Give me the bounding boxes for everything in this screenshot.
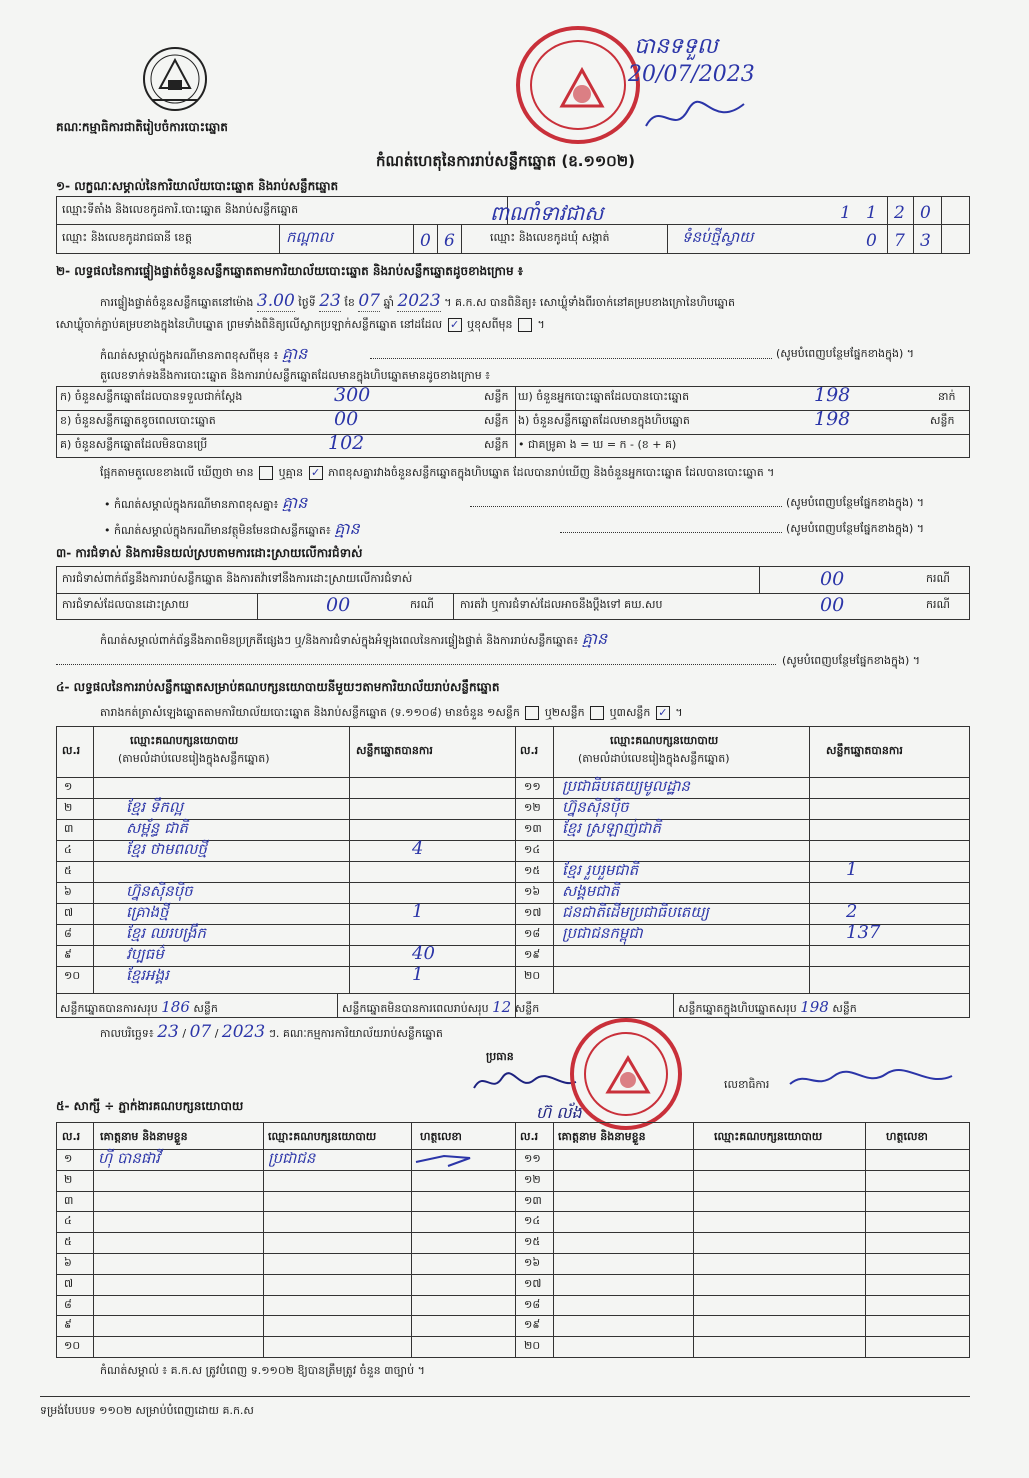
party-votes: 40: [412, 943, 435, 964]
fig-e-unit: សន្លឹក: [930, 414, 955, 427]
party-name: វប្បធម៌: [126, 945, 164, 963]
witness-number: ១: [64, 1152, 73, 1165]
fig-formula: • ជាគម្រូគា ង = ឃ = ក - (ខ + គ): [518, 438, 677, 451]
diff-has-checkbox[interactable]: [259, 466, 273, 480]
form-title: កំណត់ហេតុនៃការរាប់សន្លឹកឆ្នោត (ឧ.១១០២): [376, 152, 636, 170]
note3-row: [104, 518, 360, 542]
witness-number: ១៣: [524, 1194, 542, 1207]
stamp-emblem-icon-2: [602, 1050, 654, 1102]
party-name: សង្គមជាតិ: [562, 882, 620, 900]
valid-total-label: សន្លឹកឆ្នោតបានការសរុប: [60, 1002, 158, 1015]
objection-note-value: គ្មាន: [581, 629, 608, 648]
received-note: បានទទួល: [634, 34, 718, 59]
nec-emblem-icon: [138, 44, 212, 114]
fig-c-unit: សន្លឹក: [484, 438, 509, 451]
office-code-3: 2: [894, 203, 905, 223]
witness-row-line: [56, 1211, 970, 1212]
witness-row-line: [56, 1253, 970, 1254]
party-votes: 137: [846, 922, 881, 943]
results-col-votes-right: សន្លឹកឆ្នោតបានការ: [826, 744, 903, 757]
witness-col-name-left: គោត្តនាម និងនាមខ្លួន: [100, 1130, 188, 1143]
party-name: ខ្មែរ ទឹកល្អ: [126, 798, 184, 816]
office-code-4: 0: [920, 203, 931, 223]
check-year-label: ឆ្នាំ: [383, 296, 394, 309]
witness-col-name-right: គោត្តនាម និងនាមខ្លួន: [558, 1130, 646, 1143]
check-month: 07: [358, 291, 380, 311]
party-number: ២០: [524, 969, 541, 982]
fig-c-label: គ) ចំនួនសន្លឹកឆ្នោតដែលមិនបានប្រើ: [60, 438, 208, 451]
note3-dots: [560, 532, 782, 533]
witness-number: ៧: [64, 1277, 74, 1290]
witness-row-line: [56, 1232, 970, 1233]
note3-label: • កំណត់សម្គាល់ក្នុងករណីមានវត្ថុមិនមែនជាសន្លឹកឆ្នោត៖: [104, 524, 331, 537]
note3-value: គ្មាន: [334, 519, 360, 538]
fig-e-value: 198: [814, 408, 851, 430]
party-number: ៨: [64, 927, 72, 940]
office-value: ពាណាំទាវជាស: [490, 201, 604, 225]
witness-number: ១២: [524, 1173, 541, 1186]
party-name: សម្ព័ន្ធ ជាតិ: [126, 819, 188, 837]
results-col-party-sub-right: (តាមលំដាប់លេខរៀងក្នុងសន្លឹកឆ្នោត): [578, 752, 730, 765]
secretary-label: លេខាធិការ: [724, 1078, 770, 1091]
witness-col-party-left: ឈ្មោះគណបក្សនយោបាយ: [268, 1130, 377, 1143]
invalid-total-unit: សន្លឹក: [514, 1002, 540, 1015]
note3-hint: (សូមបំពេញបន្ថែមផ្នែកខាងក្នុង) ។: [786, 522, 925, 535]
party-number: ១៣: [524, 822, 542, 835]
note1-row: [100, 343, 307, 367]
witness-row-line: [56, 1295, 970, 1296]
sheet-count-text: តារាងកត់ត្រាសំឡេងឆ្នោតតាមការិយាល័យបោះឆ្នោត និងរាប់សន្លឹកឆ្នោត (ទ.១១០៨) មានចំនួន ១សន្លឹក: [100, 706, 520, 719]
commune-code-2: 7: [894, 231, 905, 251]
party-number: ៣: [64, 822, 74, 835]
sign-date-year: 2023: [221, 1022, 266, 1042]
party-number: ១៤: [524, 843, 541, 856]
fig-b-unit: សន្លឹក: [484, 414, 509, 427]
fig-a-value: 300: [334, 384, 371, 406]
witness-number: ១៤: [524, 1214, 541, 1227]
party-name: ខ្មែរអង្គរ: [126, 966, 169, 984]
witness-number: ១៩: [524, 1318, 541, 1331]
witness-number: ៩: [64, 1318, 72, 1331]
party-votes: 1: [412, 901, 424, 922]
witness-name: ហ៊ី បានផាវី: [98, 1149, 160, 1167]
note1-dots: [370, 358, 772, 359]
check-paragraph-line1: [100, 291, 735, 312]
section4-title: ៤- លទ្ធផលនៃការរាប់សន្លឹកឆ្នោតសម្រាប់គណបក្សនយោបាយនីមួយៗតាមការិយាល័យរាប់សន្លឹកឆ្នោត: [56, 680, 500, 694]
witness-col-party-right: ឈ្មោះគណបក្សនយោបាយ: [714, 1130, 823, 1143]
party-number: ១៩: [524, 948, 541, 961]
witness-number: ៨: [64, 1298, 72, 1311]
valid-total-row: [60, 998, 218, 1018]
party-number: ១១: [524, 780, 541, 793]
sheet-count-row: តារាងកត់ត្រាសំឡេងឆ្នោតតាមការិយាល័យបោះឆ្នោត និងរាប់សន្លឹកឆ្នោត (ទ.១១០៨) មានចំនួន ១សន្លឹក ឬ២សន្លឹក ឬ៣សន្លឹក ✓ ។: [100, 706, 683, 719]
party-number: ៦: [64, 885, 72, 898]
objection-r2b-unit: ករណី: [926, 598, 950, 611]
fig-e-label: ង) ចំនួនសន្លឹកឆ្នោតដែលមានក្នុងហិបឆ្នោត: [518, 414, 690, 427]
fig-d-value: 198: [814, 384, 851, 406]
results-col-no-left: ល.រ: [62, 744, 81, 757]
official-stamp-top: [516, 26, 640, 144]
party-name: ខ្មែរ ឈរបង្រឹក: [126, 924, 206, 942]
fig-a-label: ក) ចំនួនសន្លឹកឆ្នោតដែលបានទទួលជាក់ស្តែង: [60, 390, 243, 403]
party-number: ១៧: [524, 906, 542, 919]
witness-number: ១៧: [524, 1277, 542, 1290]
witness-row-line: [56, 1336, 970, 1337]
committee-label: ៗ. គណៈកម្មការការិយាល័យរាប់សន្លឹកឆ្នោត: [268, 1027, 443, 1040]
invalid-total-label: សន្លឹកឆ្នោតមិនបានការពេលរាប់សរុប: [342, 1002, 489, 1015]
sheet-1-checkbox[interactable]: [525, 706, 539, 720]
unchanged-checkbox[interactable]: ✓: [448, 318, 462, 332]
party-votes: 4: [412, 838, 424, 859]
witness-number: ៤: [64, 1214, 72, 1227]
check-month-label: ខែ: [344, 296, 355, 309]
objection-r2-value: 00: [326, 594, 351, 616]
note2-label: • កំណត់សម្គាល់ក្នុងករណីមានភាពខុសគ្នា៖: [104, 498, 279, 511]
sign-date-label: កាលបរិច្ឆេទ៖: [100, 1027, 154, 1040]
party-number: ៥: [64, 864, 72, 877]
objection-r2-unit: ករណី: [410, 598, 434, 611]
party-name: ហ្វ៊ុនស៊ិនប៉ិច: [562, 798, 629, 816]
note1-label: កំណត់សម្គាល់ក្នុងករណីមានភាពខុសពីមុន ៖: [100, 349, 279, 362]
diff-row: [100, 466, 774, 482]
diff-text: ភាពខុសគ្នារវាងចំនួនសន្លឹកឆ្នោតក្នុងហិបឆ្នោត ដែលបានរាប់ឃើញ និងចំនួនអ្នកបោះឆ្នោត ដែលបានបោះឆ្នោត ។: [328, 466, 775, 479]
office-code-1: 1: [840, 203, 851, 223]
changed-label: ឬខុសពីមុន: [467, 318, 513, 331]
commune-code-1: 0: [866, 231, 877, 251]
chair-signature: [470, 1068, 580, 1098]
invalid-total-row: [342, 998, 539, 1018]
witness-number: ១៨: [524, 1298, 541, 1311]
signature-top: [640, 96, 750, 138]
check-text: ។ គ.ក.ស បានពិនិត្យ៖ សោឃ្លុំទាំងពីរចាក់នៅគម្របខាងក្រោនៃហិបឆ្នោត: [444, 296, 736, 309]
check-day: 23: [319, 291, 341, 311]
diff-none-checkbox[interactable]: ✓: [309, 466, 323, 480]
commune-label: ឈ្មោះ និងលេខកូដឃុំ សង្កាត់: [490, 231, 610, 244]
witness-number: ៣: [64, 1194, 74, 1207]
witness-row-line: [56, 1274, 970, 1275]
footer-rule: [40, 1396, 970, 1397]
official-stamp-bottom: [570, 1018, 682, 1130]
fig-b-label: ខ) ចំនួនសន្លឹកឆ្នោតខូចពេលបោះឆ្នោត: [60, 414, 216, 427]
party-name: ប្រជាធិបតេយ្យមូលដ្ឋាន: [562, 777, 690, 795]
note2-hint: (សូមបំពេញបន្ថែមផ្នែកខាងក្នុង) ។: [786, 496, 925, 509]
witness-party: ប្រជាជន: [268, 1149, 316, 1167]
objection-r1-label: ការជំទាស់ពាក់ព័ន្ធនឹងការរាប់សន្លឹកឆ្នោត និងការតវ៉ាទៅនឹងការដោះស្រាយលើការជំទាស់: [62, 572, 413, 585]
diff-has-label: ផ្អែកតាមតួលេខខាងលើ ឃើញថា មាន: [100, 466, 254, 479]
witness-col-no-left: ល.រ: [62, 1130, 81, 1143]
fig-b-value: 00: [334, 408, 359, 430]
results-table: [56, 726, 970, 1018]
form-reference: ទម្រង់បែបបទ ១១០២ សម្រាប់បំពេញដោយ គ.ក.ស: [40, 1404, 254, 1417]
objection-note-row: [100, 628, 607, 652]
province-code-2: 6: [444, 231, 455, 251]
fig-a-unit: សន្លឹក: [484, 390, 509, 403]
party-votes: 2: [846, 901, 858, 922]
witness-number: ១១: [524, 1152, 541, 1165]
results-col-party-sub-left: (តាមលំដាប់លេខរៀងក្នុងសន្លឹកឆ្នោត): [118, 752, 270, 765]
party-name: ហ្វ៊ុនស៊ិនប៉ិច: [126, 882, 193, 900]
witness-col-sig-right: ហត្ថលេខា: [886, 1130, 928, 1143]
party-name: ខ្មែរ ថាមពលថ្មី: [126, 840, 207, 858]
figures-intro: តួលេខទាក់ទងនឹងការបោះឆ្នោត និងការរាប់សន្លឹកឆ្នោតដែលមានក្នុងហិបឆ្នោតមានដូចខាងក្រោម ៖: [100, 369, 491, 382]
note2-row: [104, 492, 307, 516]
footnote: កំណត់សម្គាល់ ៖ គ.ក.ស ត្រូវបំពេញ ទ.១១០២ ឱ្យបានត្រឹមត្រូវ ចំនួន ៣ច្បាប់ ។: [100, 1364, 425, 1377]
party-name: ខ្មែរ ស្រឡាញ់ជាតិ: [562, 819, 661, 837]
commune-value: ទំនប់ថ្មីស្វាយ: [682, 228, 754, 246]
check-day-label: ថ្ងៃទី: [298, 296, 316, 309]
fig-d-unit: នាក់: [938, 390, 956, 403]
fig-c-value: 102: [328, 432, 365, 454]
witness-number: ១៦: [524, 1256, 541, 1269]
sheet-2-label: ឬ២សន្លឹក: [544, 706, 585, 719]
note2-dots: [470, 506, 782, 507]
province-value: កណ្ដាល: [286, 228, 333, 246]
fig-d-label: ឃ) ចំនួនអ្នកបោះឆ្នោតដែលបានបោះឆ្នោត: [518, 390, 690, 403]
objection-r2b-label: ការតវ៉ា ឬការជំទាស់ដែលអាចនឹងប្តឹងទៅ គឃ.សប: [460, 598, 663, 611]
office-label: ឈ្មោះទីតាំង និងលេខកូដការិ.បោះឆ្នោត និងរាប់សន្លឹកឆ្នោត: [62, 203, 299, 216]
section2-title: ២- លទ្ធផលនៃការផ្ទៀងផ្ទាត់ចំនួនសន្លឹកឆ្នោតតាមការិយាល័យបោះឆ្នោត និងរាប់សន្លឹកឆ្នោតដូចខាងក្រោម ៖: [56, 264, 524, 278]
org-name: គណៈកម្មាធិការជាតិរៀបចំការបោះឆ្នោត: [56, 120, 228, 134]
party-number: ១: [64, 780, 73, 793]
note2-value: គ្មាន: [281, 493, 308, 512]
valid-total-value: 186: [161, 998, 190, 1016]
party-number: ៩: [64, 948, 72, 961]
box-total-row: [678, 998, 857, 1018]
witness-number: ២: [64, 1173, 73, 1186]
sign-date-day: 23: [157, 1022, 179, 1042]
witness-row-line: [56, 1170, 970, 1171]
sheet-3-checkbox[interactable]: ✓: [656, 706, 670, 720]
section3-title: ៣- ការជំទាស់ និងការមិនយល់ស្របតាមការដោះស្រាយលើការជំទាស់: [56, 546, 363, 560]
objection-note-label: កំណត់សម្គាល់ពាក់ព័ន្ធនឹងភាពមិនប្រក្រតីផ្សេងៗ ឬ/និងការជំទាស់ក្នុងអំឡុងពេលនៃការផ្ទៀងផ្ទាត់ និងការរាប់សន្លឹកឆ្នោត៖: [100, 634, 579, 647]
results-col-votes-left: សន្លឹកឆ្នោតបានការ: [356, 744, 433, 757]
witness-number: ១៥: [524, 1235, 541, 1248]
check-time: 3.00: [256, 291, 295, 311]
sign-date-month: 07: [189, 1022, 212, 1042]
party-number: ២: [64, 801, 73, 814]
province-code-1: 0: [420, 231, 431, 251]
note1-hint: (សូមបំពេញបន្ថែមផ្នែកខាងក្នុង) ។: [776, 347, 915, 360]
stamp-emblem-icon: [554, 62, 610, 116]
check-time-label: ការផ្ទៀងផ្ទាត់ចំនួនសន្លឹកឆ្នោតនៅម៉ោង: [100, 296, 254, 309]
objection-dots: [56, 664, 776, 665]
objection-r2-label: ការជំទាស់ដែលបានដោះស្រាយ: [62, 598, 189, 611]
box-total-value: 198: [800, 998, 829, 1016]
party-number: ១០: [64, 969, 81, 982]
check-year: 2023: [397, 291, 441, 311]
witness-row-line: [56, 1191, 970, 1192]
sheet-3-label: ឬ៣សន្លឹក: [609, 706, 651, 719]
witness-col-sig-left: ហត្ថលេខា: [420, 1130, 462, 1143]
diff-none-label: ឬគ្មាន: [278, 466, 304, 479]
chair-name: ហ៊ ល័ង: [536, 1103, 582, 1122]
witness-table: [56, 1122, 970, 1358]
party-name: ខ្មែរ រួបរួមជាតិ: [562, 861, 639, 879]
party-number: ៤: [64, 843, 72, 856]
box-total-label: សន្លឹកឆ្នោតក្នុងហិបឆ្នោតសរុប: [678, 1002, 797, 1015]
secretary-signature: [786, 1066, 956, 1094]
results-col-party-left: ឈ្មោះគណបក្សនយោបាយ: [130, 734, 239, 747]
party-number: ១៨: [524, 927, 541, 940]
objection-r1-value: 00: [820, 568, 845, 590]
chair-label: ប្រធាន: [486, 1050, 514, 1063]
party-number: ១៦: [524, 885, 541, 898]
sign-date-row: កាលបរិច្ឆេទ៖ 23 / 07 / 2023 ៗ. គណៈកម្មការការិយាល័យរាប់សន្លឹកឆ្នោត: [100, 1022, 443, 1042]
party-votes: 1: [846, 859, 858, 880]
note1-value: គ្មាន: [281, 344, 308, 363]
party-number: ១៥: [524, 864, 541, 877]
witness-row-line: [56, 1315, 970, 1316]
party-name: គ្រោងថ្មី: [126, 903, 169, 921]
check-paragraph-line2: សោឃ្លុំចាក់ភ្ជាប់គម្របខាងក្នុងនៃហិបឆ្នោត ព្រមទាំងពិនិត្យលើស្លាកប្រឡាក់សន្លឹកឆ្នោត នៅដដែល ✓ ឬខុសពីមុន ។: [56, 318, 545, 331]
witness-number: ១០: [64, 1339, 81, 1352]
witness-number: ២០: [524, 1339, 541, 1352]
party-number: ១២: [524, 801, 541, 814]
received-date: 20/07/2023: [628, 62, 755, 87]
office-code-2: 1: [866, 203, 877, 223]
witness-number: ៦: [64, 1256, 72, 1269]
witness-col-no-right: ល.រ: [520, 1130, 539, 1143]
changed-checkbox[interactable]: [518, 318, 532, 332]
section5-title: ៥- សាក្សី ÷ ភ្នាក់ងារគណបក្សនយោបាយ: [56, 1099, 244, 1113]
section1-title: ១- លក្ខណៈសម្គាល់នៃការិយាល័យបោះឆ្នោត និងរាប់សន្លឹកឆ្នោត: [56, 179, 339, 193]
results-col-no-right: ល.រ: [520, 744, 539, 757]
witness-number: ៥: [64, 1235, 72, 1248]
valid-total-unit: សន្លឹក: [193, 1002, 218, 1015]
party-votes: 1: [412, 964, 424, 985]
objection-hint: (សូមបំពេញបន្ថែមផ្នែកខាងក្នុង) ។: [782, 654, 921, 667]
objection-r1-unit: ករណី: [926, 572, 950, 585]
check-text-2: សោឃ្លុំចាក់ភ្ជាប់គម្របខាងក្នុងនៃហិបឆ្នោត ព្រមទាំងពិនិត្យលើស្លាកប្រឡាក់សន្លឹកឆ្នោត នៅដដែល: [56, 318, 443, 331]
results-col-party-right: ឈ្មោះគណបក្សនយោបាយ: [610, 734, 719, 747]
party-name: ជនជាតិដើមប្រជាធិបតេយ្យ: [562, 903, 709, 921]
invalid-total-value: 12: [492, 998, 512, 1016]
party-number: ៧: [64, 906, 74, 919]
sheet-2-checkbox[interactable]: [590, 706, 604, 720]
box-total-unit: សន្លឹក: [832, 1002, 857, 1015]
province-label: ឈ្មោះ និងលេខកូដរាជធានី ខេត្ត: [62, 231, 192, 244]
party-name: ប្រជាជនកម្ពុជា: [562, 924, 643, 942]
commune-code-3: 3: [920, 231, 931, 251]
witness-signature-1: [414, 1150, 474, 1170]
objection-r2b-value: 00: [820, 594, 845, 616]
